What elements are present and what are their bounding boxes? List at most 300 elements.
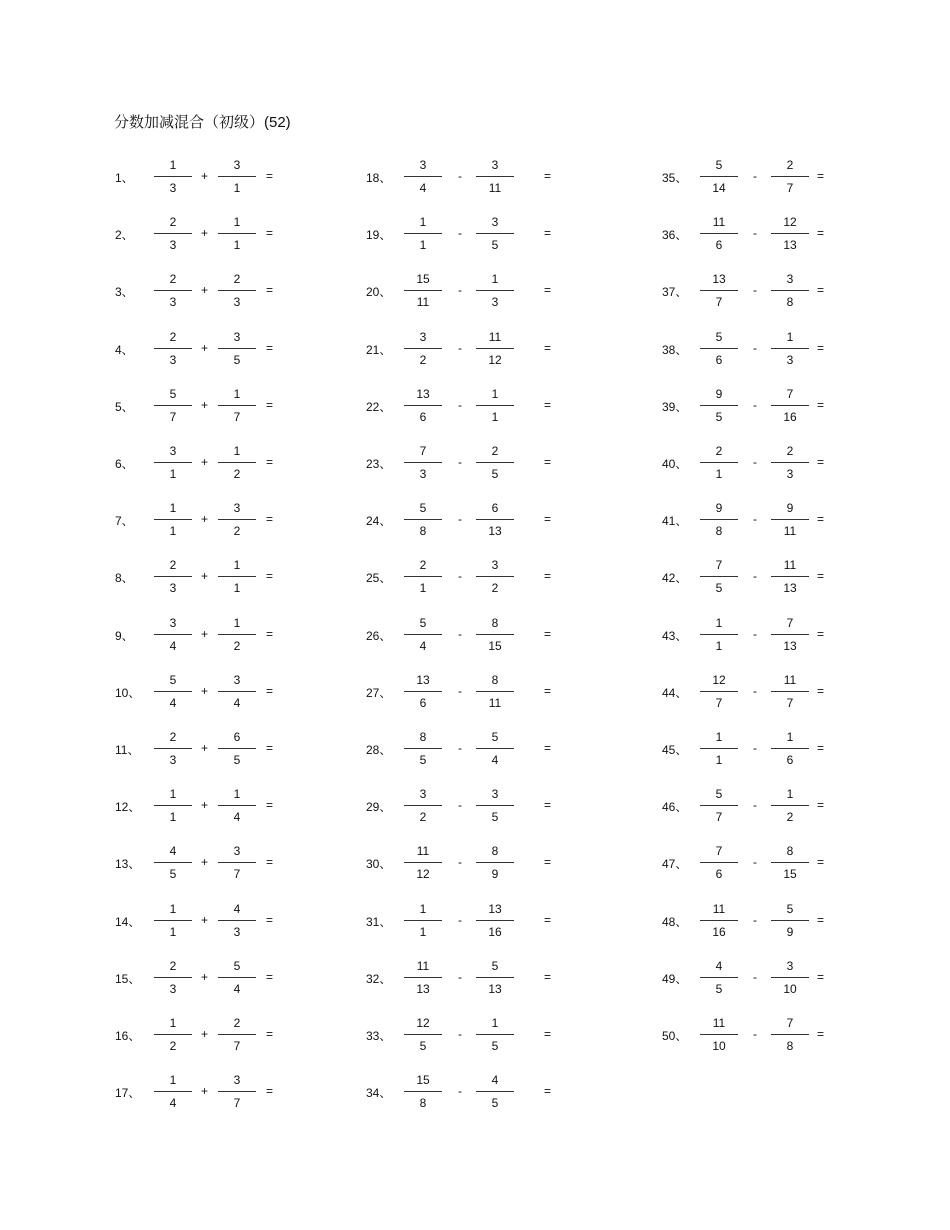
denominator: 5	[233, 352, 241, 367]
problem-item	[366, 899, 556, 943]
operator: +	[201, 455, 209, 469]
operator: -	[753, 683, 757, 698]
second-fraction	[218, 384, 256, 428]
second-fraction	[771, 841, 809, 885]
second-fraction	[771, 384, 809, 428]
denominator: 5	[491, 810, 499, 825]
problem-number: 17、	[115, 1086, 141, 1101]
equals-sign: =	[544, 741, 552, 755]
denominator: 7	[786, 181, 794, 195]
numerator: 15	[416, 1073, 430, 1088]
problem-number: 32、	[366, 971, 392, 986]
fraction-bar	[476, 290, 514, 291]
denominator: 5	[715, 581, 723, 596]
numerator: 2	[169, 329, 177, 344]
first-fraction	[404, 269, 442, 313]
operator: +	[201, 1084, 209, 1099]
numerator: 12	[712, 672, 726, 687]
problem-item	[366, 441, 556, 485]
denominator: 7	[233, 1096, 241, 1111]
equals-sign: =	[544, 912, 552, 927]
numerator: 11	[783, 672, 797, 687]
first-fraction	[404, 613, 442, 657]
denominator: 7	[233, 409, 241, 424]
numerator: 11	[416, 958, 430, 973]
denominator: 6	[715, 238, 723, 253]
numerator: 1	[233, 386, 241, 401]
equals-sign: =	[266, 283, 274, 298]
numerator: 1	[169, 1073, 177, 1088]
operator: -	[753, 798, 757, 813]
second-fraction	[218, 670, 256, 714]
fraction-bar	[218, 1034, 256, 1035]
operator: -	[753, 912, 757, 927]
problem-item	[366, 212, 556, 256]
second-fraction	[771, 212, 809, 256]
problem-item	[366, 155, 556, 199]
second-fraction	[218, 613, 256, 657]
first-fraction	[404, 841, 442, 885]
equals-sign: =	[544, 798, 552, 813]
numerator: 11	[488, 329, 502, 344]
equals-sign: =	[544, 969, 552, 984]
numerator: 1	[233, 215, 241, 230]
equals-sign: =	[817, 283, 825, 298]
denominator: 6	[715, 352, 723, 367]
problem-number: 28、	[366, 743, 392, 757]
operator: -	[458, 1084, 462, 1099]
operator: -	[753, 855, 757, 870]
denominator: 9	[491, 867, 499, 882]
numerator: 3	[491, 787, 499, 802]
fraction-bar	[404, 748, 442, 749]
fraction-bar	[771, 519, 809, 520]
first-fraction	[700, 956, 738, 1000]
numerator: 4	[491, 1073, 499, 1088]
numerator: 1	[419, 901, 427, 916]
denominator: 5	[419, 1039, 427, 1053]
fraction-bar	[154, 1034, 192, 1035]
fraction-bar	[218, 805, 256, 806]
numerator: 3	[786, 958, 794, 973]
denominator: 2	[233, 638, 241, 653]
first-fraction	[700, 498, 738, 542]
operator: -	[458, 798, 462, 813]
denominator: 4	[233, 810, 241, 825]
denominator: 1	[169, 924, 177, 939]
fraction-bar	[404, 1091, 442, 1092]
second-fraction	[476, 1013, 514, 1057]
equals-sign: =	[266, 1027, 274, 1041]
numerator: 4	[715, 958, 723, 973]
numerator: 1	[233, 787, 241, 802]
problem-item	[115, 841, 278, 885]
denominator: 3	[419, 467, 427, 481]
fraction-bar	[404, 1034, 442, 1035]
numerator: 1	[169, 787, 177, 802]
denominator: 1	[419, 238, 427, 253]
equals-sign: =	[266, 455, 274, 469]
numerator: 3	[233, 844, 241, 859]
operator: +	[201, 169, 209, 183]
equals-sign: =	[817, 912, 825, 927]
fraction-bar	[476, 977, 514, 978]
operator: -	[753, 569, 757, 584]
numerator: 11	[416, 844, 430, 859]
first-fraction	[154, 441, 192, 485]
denominator: 5	[715, 409, 723, 424]
operator: -	[458, 1027, 462, 1041]
second-fraction	[476, 498, 514, 542]
equals-sign: =	[266, 912, 274, 927]
numerator: 13	[416, 386, 430, 401]
fraction-bar	[476, 805, 514, 806]
denominator: 5	[419, 753, 427, 767]
operator: -	[458, 226, 462, 241]
first-fraction	[404, 1070, 442, 1114]
fraction-bar	[700, 405, 738, 406]
first-fraction	[404, 956, 442, 1000]
second-fraction	[771, 269, 809, 313]
operator: -	[458, 912, 462, 927]
fraction-bar	[154, 405, 192, 406]
second-fraction	[771, 441, 809, 485]
problem-number: 48、	[662, 914, 688, 929]
second-fraction	[771, 727, 809, 771]
problem-number: 44、	[662, 685, 688, 700]
numerator: 3	[233, 329, 241, 344]
problem-number: 41、	[662, 514, 688, 529]
problem-item	[366, 784, 556, 828]
denominator: 5	[491, 238, 499, 253]
equals-sign: =	[266, 226, 274, 241]
denominator: 8	[715, 524, 723, 539]
first-fraction	[404, 441, 442, 485]
numerator: 5	[169, 386, 177, 401]
denominator: 13	[416, 981, 430, 996]
fraction-bar	[218, 920, 256, 921]
numerator: 8	[419, 730, 427, 744]
denominator: 2	[419, 352, 427, 367]
equals-sign: =	[817, 169, 825, 183]
numerator: 5	[491, 958, 499, 973]
numerator: 1	[491, 1016, 499, 1030]
numerator: 3	[233, 672, 241, 687]
first-fraction	[700, 784, 738, 828]
numerator: 5	[715, 787, 723, 802]
numerator: 7	[715, 558, 723, 573]
denominator: 7	[786, 695, 794, 710]
denominator: 15	[488, 638, 502, 653]
numerator: 5	[419, 501, 427, 516]
numerator: 3	[491, 558, 499, 573]
problem-item	[115, 784, 278, 828]
operator: +	[201, 1027, 209, 1041]
problem-number: 43、	[662, 628, 688, 643]
denominator: 11	[488, 181, 502, 195]
numerator: 11	[712, 215, 726, 230]
fraction-bar	[700, 977, 738, 978]
fraction-bar	[476, 1091, 514, 1092]
operator: +	[201, 340, 209, 355]
equals-sign: =	[817, 226, 825, 241]
second-fraction	[476, 841, 514, 885]
denominator: 5	[169, 867, 177, 882]
denominator: 1	[169, 810, 177, 825]
problem-number: 8、	[115, 571, 134, 586]
problem-item	[662, 1013, 829, 1057]
second-fraction	[771, 956, 809, 1000]
second-fraction	[771, 327, 809, 371]
fraction-bar	[404, 176, 442, 177]
operator: -	[753, 626, 757, 641]
operator: -	[458, 283, 462, 298]
denominator: 3	[169, 753, 177, 767]
first-fraction	[154, 155, 192, 199]
second-fraction	[218, 841, 256, 885]
operator: -	[458, 512, 462, 527]
first-fraction	[700, 155, 738, 199]
second-fraction	[218, 441, 256, 485]
problem-item	[366, 956, 556, 1000]
problem-item	[662, 670, 829, 714]
first-fraction	[404, 784, 442, 828]
first-fraction	[154, 784, 192, 828]
problem-item	[662, 498, 829, 542]
denominator: 1	[233, 181, 241, 195]
numerator: 1	[169, 901, 177, 916]
equals-sign: =	[544, 1027, 552, 1041]
equals-sign: =	[544, 855, 552, 870]
fraction-bar	[404, 519, 442, 520]
fraction-bar	[700, 691, 738, 692]
fraction-bar	[154, 233, 192, 234]
problem-number: 34、	[366, 1086, 392, 1101]
fraction-bar	[700, 862, 738, 863]
problem-item	[366, 727, 556, 771]
denominator: 7	[715, 295, 723, 310]
denominator: 15	[783, 867, 797, 882]
problem-number: 10、	[115, 685, 141, 700]
first-fraction	[154, 498, 192, 542]
fraction-bar	[218, 348, 256, 349]
second-fraction	[771, 784, 809, 828]
denominator: 4	[419, 181, 427, 195]
first-fraction	[154, 1070, 192, 1114]
first-fraction	[404, 727, 442, 771]
problem-number: 29、	[366, 800, 392, 815]
first-fraction	[404, 670, 442, 714]
numerator: 3	[233, 158, 241, 172]
numerator: 3	[419, 158, 427, 172]
fraction-bar	[476, 748, 514, 749]
operator: +	[201, 283, 209, 298]
denominator: 11	[488, 695, 502, 710]
problem-item	[366, 384, 556, 428]
problem-item	[662, 384, 829, 428]
problem-number: 16、	[115, 1029, 141, 1043]
numerator: 8	[491, 615, 499, 630]
numerator: 1	[715, 615, 723, 630]
problem-item	[115, 384, 278, 428]
first-fraction	[404, 384, 442, 428]
first-fraction	[404, 899, 442, 943]
fraction-bar	[700, 176, 738, 177]
first-fraction	[404, 327, 442, 371]
fraction-bar	[771, 920, 809, 921]
first-fraction	[154, 613, 192, 657]
numerator: 9	[786, 501, 794, 516]
problem-number: 27、	[366, 685, 392, 700]
second-fraction	[771, 155, 809, 199]
denominator: 5	[491, 1096, 499, 1111]
problem-item	[662, 212, 829, 256]
problem-number: 38、	[662, 342, 688, 357]
fraction-bar	[476, 462, 514, 463]
denominator: 1	[715, 638, 723, 653]
numerator: 9	[715, 501, 723, 516]
equals-sign: =	[544, 397, 552, 412]
denominator: 4	[419, 638, 427, 653]
second-fraction	[476, 784, 514, 828]
operator: -	[753, 1027, 757, 1041]
problem-number: 14、	[115, 914, 141, 929]
problem-number: 45、	[662, 743, 688, 757]
numerator: 3	[419, 329, 427, 344]
denominator: 13	[783, 638, 797, 653]
denominator: 5	[233, 753, 241, 767]
fraction-bar	[476, 691, 514, 692]
fraction-bar	[154, 691, 192, 692]
fraction-bar	[404, 691, 442, 692]
numerator: 1	[169, 158, 177, 172]
equals-sign: =	[544, 455, 552, 469]
numerator: 11	[712, 901, 726, 916]
second-fraction	[218, 212, 256, 256]
numerator: 13	[416, 672, 430, 687]
numerator: 2	[169, 958, 177, 973]
fraction-bar	[154, 1091, 192, 1092]
denominator: 9	[786, 924, 794, 939]
first-fraction	[154, 327, 192, 371]
denominator: 6	[419, 695, 427, 710]
numerator: 7	[419, 444, 427, 458]
second-fraction	[771, 498, 809, 542]
first-fraction	[700, 670, 738, 714]
fraction-bar	[404, 405, 442, 406]
equals-sign: =	[544, 512, 552, 527]
numerator: 2	[233, 272, 241, 287]
problem-item	[662, 841, 829, 885]
second-fraction	[476, 441, 514, 485]
operator: -	[458, 169, 462, 183]
fraction-bar	[771, 748, 809, 749]
equals-sign: =	[544, 169, 552, 183]
equals-sign: =	[544, 340, 552, 355]
numerator: 7	[715, 844, 723, 859]
fraction-bar	[771, 348, 809, 349]
fraction-bar	[154, 519, 192, 520]
denominator: 4	[491, 753, 499, 767]
fraction-bar	[700, 348, 738, 349]
fraction-bar	[700, 462, 738, 463]
numerator: 2	[169, 730, 177, 744]
first-fraction	[404, 555, 442, 599]
first-fraction	[154, 727, 192, 771]
equals-sign: =	[266, 741, 274, 755]
fraction-bar	[476, 233, 514, 234]
problem-number: 5、	[115, 399, 134, 414]
denominator: 11	[783, 524, 797, 539]
operator: +	[201, 741, 209, 755]
problem-number: 36、	[662, 228, 688, 243]
first-fraction	[700, 899, 738, 943]
operator: -	[458, 855, 462, 870]
fraction-bar	[154, 290, 192, 291]
denominator: 1	[233, 581, 241, 596]
first-fraction	[404, 155, 442, 199]
second-fraction	[476, 269, 514, 313]
denominator: 2	[419, 810, 427, 825]
equals-sign: =	[817, 683, 825, 698]
denominator: 3	[169, 352, 177, 367]
fraction-bar	[218, 748, 256, 749]
numerator: 3	[169, 444, 177, 458]
first-fraction	[700, 384, 738, 428]
fraction-bar	[476, 348, 514, 349]
problem-item	[115, 269, 278, 313]
problem-number: 21、	[366, 342, 392, 357]
problem-item	[366, 498, 556, 542]
operator: -	[458, 683, 462, 698]
fraction-bar	[700, 576, 738, 577]
fraction-bar	[404, 233, 442, 234]
denominator: 1	[233, 238, 241, 253]
denominator: 14	[712, 181, 726, 195]
fraction-bar	[771, 862, 809, 863]
first-fraction	[404, 1013, 442, 1057]
fraction-bar	[218, 519, 256, 520]
problem-number: 7、	[115, 514, 134, 529]
first-fraction	[154, 670, 192, 714]
fraction-bar	[771, 977, 809, 978]
numerator: 13	[488, 901, 502, 916]
problem-number: 18、	[366, 171, 392, 185]
problem-item	[662, 327, 829, 371]
problem-number: 12、	[115, 800, 141, 815]
numerator: 11	[783, 558, 797, 573]
fraction-bar	[154, 462, 192, 463]
equals-sign: =	[817, 798, 825, 813]
equals-sign: =	[266, 683, 274, 698]
fraction-bar	[154, 576, 192, 577]
fraction-bar	[700, 519, 738, 520]
problem-item	[115, 1070, 278, 1114]
second-fraction	[218, 727, 256, 771]
problem-item	[662, 441, 829, 485]
worksheet-title: 分数加减混合（初级）(52)	[114, 114, 291, 131]
first-fraction	[154, 212, 192, 256]
numerator: 1	[233, 444, 241, 458]
denominator: 3	[491, 295, 499, 310]
second-fraction	[218, 498, 256, 542]
denominator: 8	[786, 1039, 794, 1053]
problem-item	[115, 155, 278, 199]
fraction-bar	[476, 519, 514, 520]
fraction-bar	[476, 862, 514, 863]
fraction-bar	[700, 290, 738, 291]
fraction-bar	[771, 176, 809, 177]
